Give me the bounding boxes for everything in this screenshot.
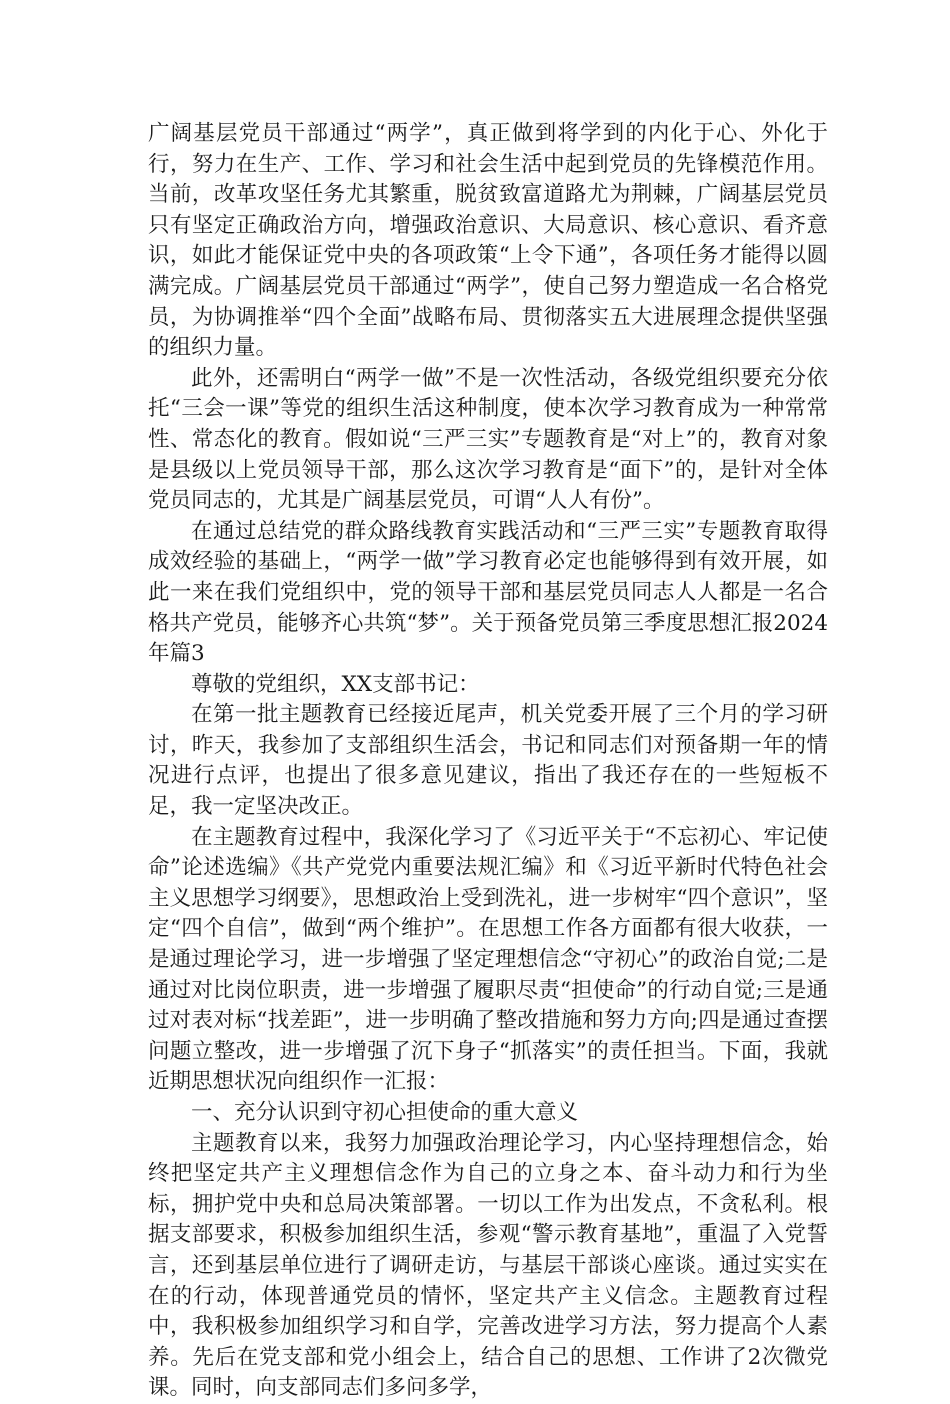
paragraph: 主题教育以来，我努力加强政治理论学习，内心坚持理想信念，始终把坚定共产主义理想信念作为自己的立身之本、奋斗动力和行为坐标，拥护党中央和总局决策部署。一切以工作为出发点，不贪私利。根据支部要求，积极参加组织生活，参观“警示教育基地”，重温了入党誓言，还到基层单位进行了调研走访，与基层干部谈心座谈。通过实实在在的行动，体现普通党员的情怀，坚定共产主义信念。主题教育过程中，我积极参加组织学习和自学，完善改进学习方法，努力提高个人素养。先后在党支部和党小组会上，结合自己的思想、工作讲了2次微党课。同时，向支部同志们多问多学， xyxy=(148,1130,828,1401)
paragraph: 在第一批主题教育已经接近尾声，机关党委开展了三个月的学习研讨，昨天，我参加了支部组织生活会，书记和同志们对预备期一年的情况进行点评，也提出了很多意见建议，指出了我还存在的一些短板不足，我一定坚决改正。 xyxy=(148,702,828,820)
paragraph: 在通过总结党的群众路线教育实践活动和“三严三实”专题教育取得成效经验的基础上，“两学一做”学习教育必定也能够得到有效开展，如此一来在我们党组织中，党的领导干部和基层党员同志人人都是一名合格共产党员，能够齐心共筑“梦”。关于预备党员第三季度思想汇报2024年篇3 xyxy=(148,518,828,667)
salutation: 尊敬的党组织，XX支部书记： xyxy=(191,671,480,697)
paragraph: 广阔基层党员干部通过“两学”，真正做到将学到的内化于心、外化于行，努力在生产、工作、学习和社会生活中起到党员的先锋模范作用。当前，改革攻坚任务尤其繁重，脱贫致富道路尤为荆棘，广阔基层党员只有坚定正确政治方向，增强政治意识、大局意识、核心意识、看齐意识，如此才能保证党中央的各项政策“上令下通”，各项任务才能得以圆满完成。广阔基层党员干部通过“两学”，使自己努力塑造成一名合格党员，为协调推举“四个全面”战略布局、贯彻落实五大进展理念提供坚强的组织力量。 xyxy=(148,121,828,361)
document-page xyxy=(148,119,828,1404)
paragraph: 在主题教育过程中，我深化学习了《习近平关于“不忘初心、牢记使命”论述选编》《共产党党内重要法规汇编》和《习近平新时代特色社会主义思想学习纲要》，思想政治上受到洗礼，进一步树牢“四个意识”，坚定“四个自信”，做到“两个维护”。在思想工作各方面都有很大收获，一是通过理论学习，进一步增强了坚定理想信念“守初心”的政治自觉;二是通过对比岗位职责，进一步增强了履职尽责“担使命”的行动自觉;三是通过对表对标“找差距”，进一步明确了整改措施和努力方向;四是通过查摆问题立整改，进一步增强了沉下身子“抓落实”的责任担当。下面，我就近期思想状况向组织作一汇报： xyxy=(148,824,828,1095)
paragraph: 此外，还需明白“两学一做”不是一次性活动，各级党组织要充分依托“三会一课”等党的组织生活这种制度，使本次学习教育成为一种常常性、常态化的教育。假如说“三严三实”专题教育是“对上”的，教育对象是县级以上党员领导干部，那么这次学习教育是“面下”的，是针对全体党员同志的，尤其是广阔基层党员，可谓“人人有份”。 xyxy=(148,365,828,514)
section-heading: 一、充分认识到守初心担使命的重大意义 xyxy=(191,1100,579,1125)
